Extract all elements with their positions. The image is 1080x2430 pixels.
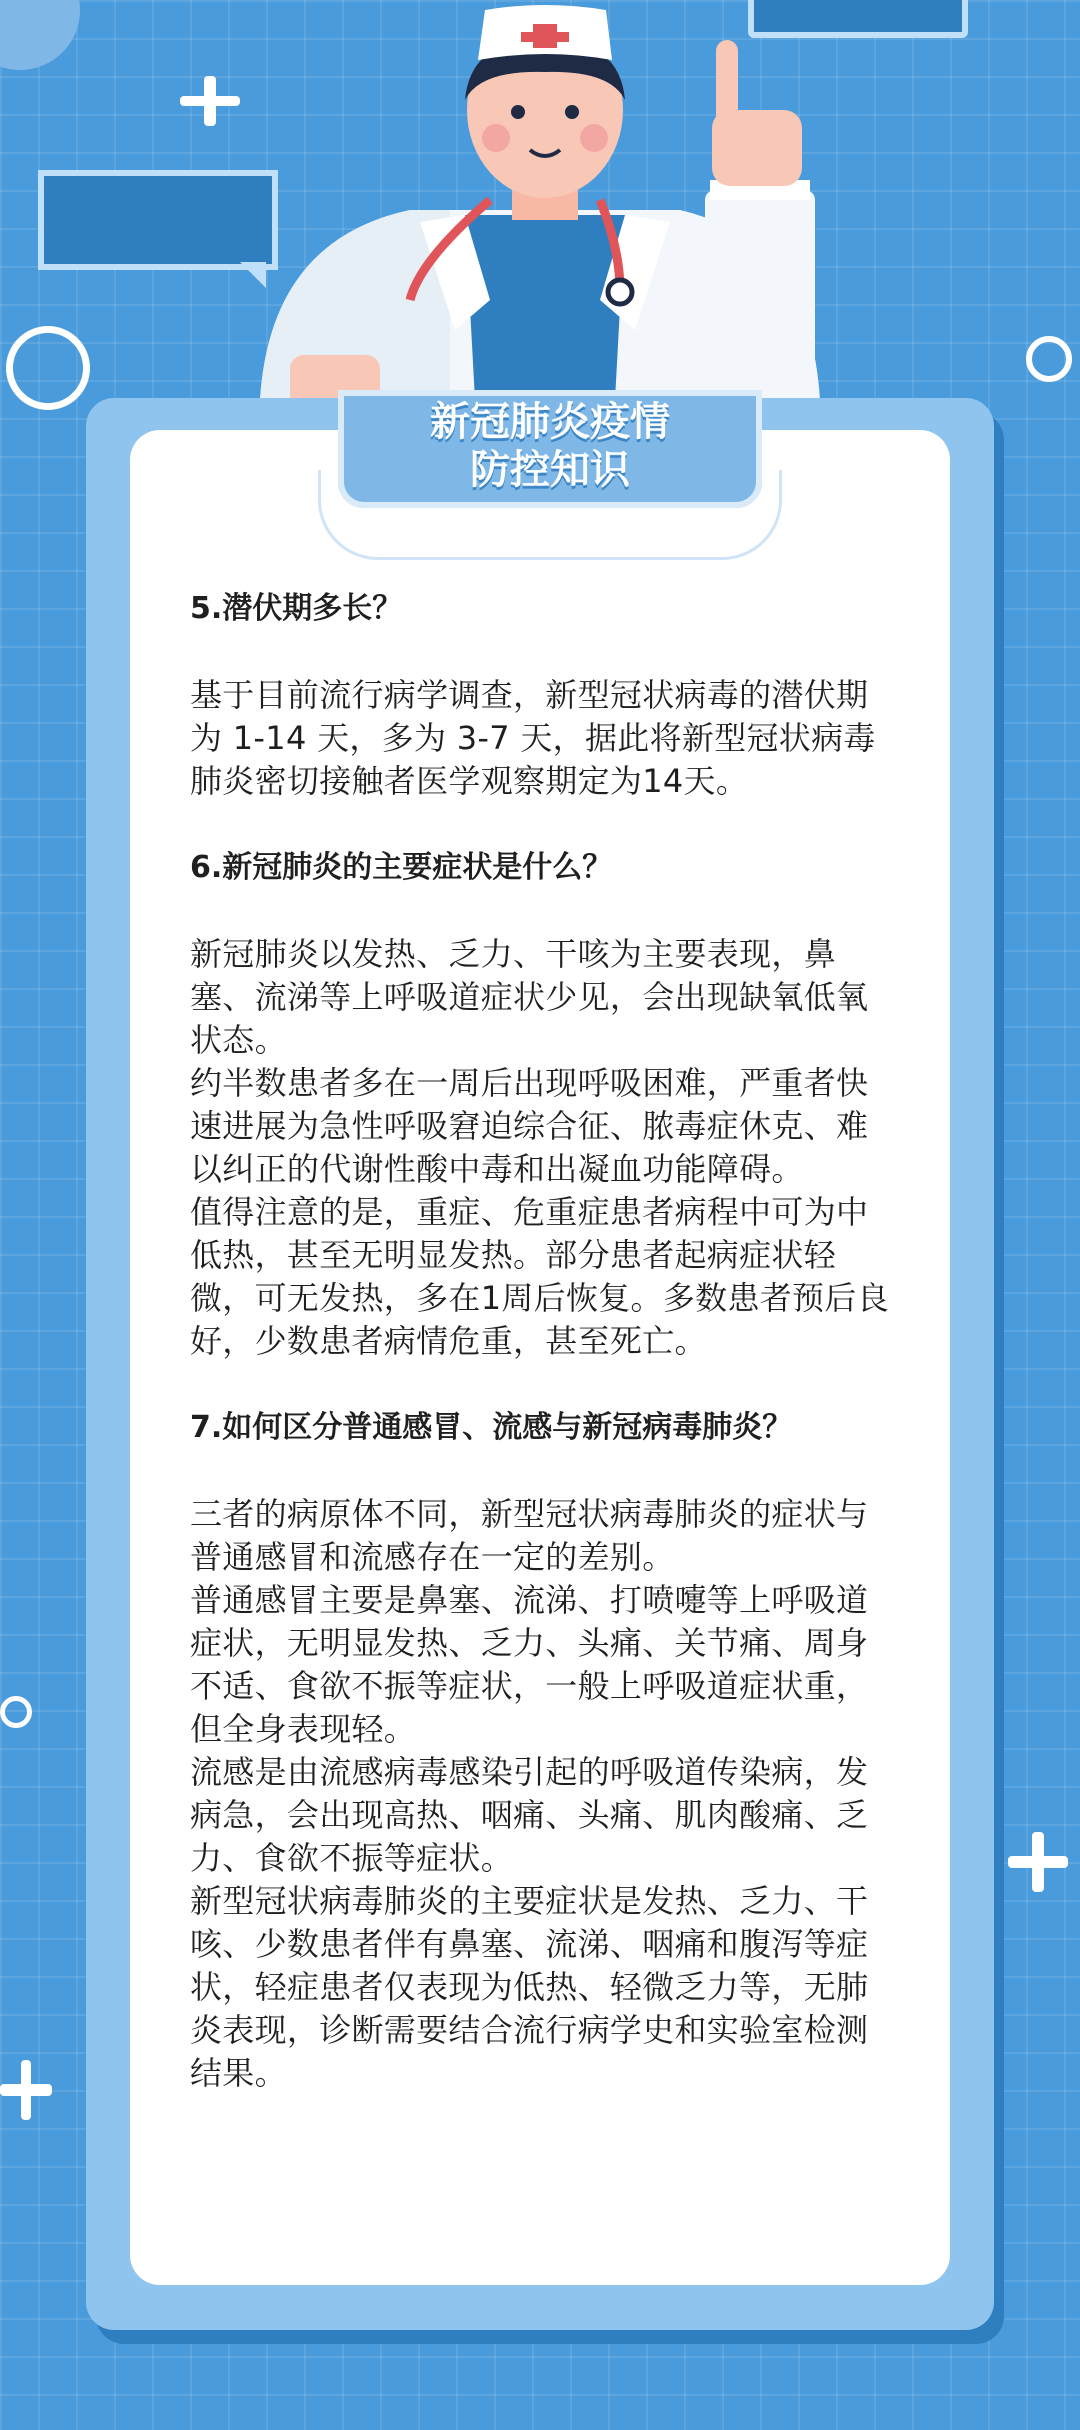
answer-paragraph: 新冠肺炎以发热、乏力、干咳为主要表现，鼻塞、流涕等上呼吸道症状少见，会出现缺氧低氧状态。 [190,935,869,1059]
plus-decoration-left [0,2060,52,2120]
title-banner [338,390,762,508]
ring-decoration-left [6,326,90,410]
plus-decoration-top [180,76,240,126]
banner-title-line-2: 防控知识 [470,447,630,493]
ring-decoration-small-left [0,1696,32,1728]
question-heading: 7.如何区分普通感冒、流感与新冠病毒肺炎？ [190,1410,793,1445]
answer-paragraph: 普通感冒主要是鼻塞、流涕、打喷嚏等上呼吸道症状，无明显发热、乏力、头痛、关节痛、周身不适、食欲不振等症状，一般上呼吸道症状重，但全身表现轻。 [190,1581,869,1748]
answer-paragraph: 值得注意的是，重症、危重症患者病程中可为中低热，甚至无明显发热。部分患者起病症状轻微，可无发热，多在1周后恢复。多数患者预后良好，少数患者病情危重，甚至死亡。 [190,1193,889,1360]
speech-bubble-left [38,170,278,270]
doctor-illustration [250,0,840,420]
banner-title-line-1: 新冠肺炎疫情 [430,399,670,445]
article-content [190,588,900,2095]
ring-decoration-right [1026,336,1072,382]
answer-paragraph: 新型冠状病毒肺炎的主要症状是发热、乏力、干咳、少数患者伴有鼻塞、流涕、咽痛和腹泻等症状，轻症患者仅表现为低热、轻微乏力等，无肺炎表现，诊断需要结合流行病学史和实验室检测结果。 [190,1882,869,2092]
plus-decoration-right [1008,1832,1068,1892]
question-heading: 6.新冠肺炎的主要症状是什么？ [190,850,613,885]
answer-paragraph: 流感是由流感病毒感染引起的呼吸道传染病，发病急，会出现高热、咽痛、头痛、肌肉酸痛、乏力、食欲不振等症状。 [190,1753,869,1877]
question-heading: 5.潜伏期多长？ [190,591,403,626]
answer-paragraph: 三者的病原体不同，新型冠状病毒肺炎的症状与普通感冒和流感存在一定的差别。 [190,1495,869,1576]
answer-paragraph: 基于目前流行病学调查，新型冠状病毒的潜伏期为 1-14 天，多为 3-7 天，据此将新型冠状病毒肺炎密切接触者医学观察期定为14天。 [190,676,876,800]
corner-circle-decoration [0,0,80,70]
answer-paragraph: 约半数患者多在一周后出现呼吸困难，严重者快速进展为急性呼吸窘迫综合征、脓毒症休克、难以纠正的代谢性酸中毒和出凝血功能障碍。 [190,1064,869,1188]
